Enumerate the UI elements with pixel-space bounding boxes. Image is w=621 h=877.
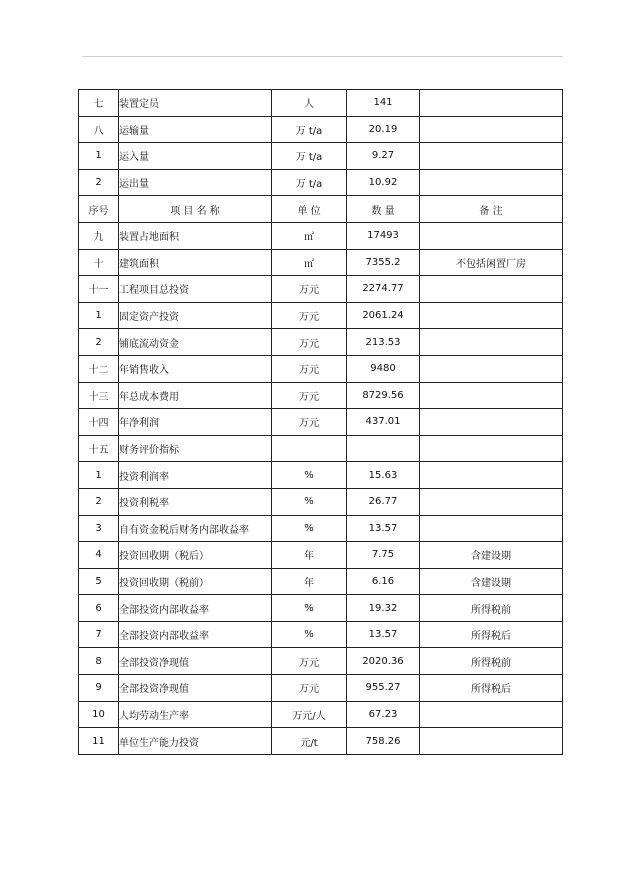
name-cell: 人均劳动生产率 xyxy=(119,701,272,728)
unit-cell: 万元 xyxy=(272,302,347,329)
name-cell: 装置定员 xyxy=(119,90,272,117)
table-row xyxy=(79,701,563,728)
table-row xyxy=(79,675,563,702)
table-row xyxy=(79,462,563,489)
table-row xyxy=(79,648,563,675)
unit-cell: % xyxy=(272,488,347,515)
name-cell: 年总成本费用 xyxy=(119,382,272,409)
name-cell: 装置占地面积 xyxy=(119,222,272,249)
unit-cell: ㎡ xyxy=(272,249,347,276)
note-cell: 含建设期 xyxy=(420,568,563,595)
table-row xyxy=(79,169,563,196)
qty-cell: 67.23 xyxy=(347,701,420,728)
unit-cell: ㎡ xyxy=(272,222,347,249)
note-cell xyxy=(420,435,563,462)
qty-cell: 2020.36 xyxy=(347,648,420,675)
qty-cell: 9.27 xyxy=(347,143,420,170)
name-cell: 铺底流动资金 xyxy=(119,329,272,356)
seq-cell: 1 xyxy=(79,462,119,489)
unit-cell: 万元 xyxy=(272,355,347,382)
seq-cell: 1 xyxy=(79,143,119,170)
qty-cell: 955.27 xyxy=(347,675,420,702)
unit-cell: 万 t/a xyxy=(272,116,347,143)
qty-cell: 758.26 xyxy=(347,728,420,755)
note-cell xyxy=(420,90,563,117)
qty-cell: 2061.24 xyxy=(347,302,420,329)
unit-cell: 万 t/a xyxy=(272,169,347,196)
table-row xyxy=(79,355,563,382)
name-cell: 投资回收期（税后） xyxy=(119,542,272,569)
table-row xyxy=(79,568,563,595)
unit-cell: 万元 xyxy=(272,648,347,675)
name-cell: 投资利润率 xyxy=(119,462,272,489)
qty-cell: 26.77 xyxy=(347,488,420,515)
table-row xyxy=(79,542,563,569)
qty-cell: 7355.2 xyxy=(347,249,420,276)
name-cell: 全部投资净现值 xyxy=(119,648,272,675)
note-cell xyxy=(420,222,563,249)
qty-cell: 7.75 xyxy=(347,542,420,569)
table-row xyxy=(79,276,563,303)
unit-cell: % xyxy=(272,462,347,489)
seq-cell: 6 xyxy=(79,595,119,622)
qty-cell: 6.16 xyxy=(347,568,420,595)
table-row xyxy=(79,302,563,329)
qty-cell: 20.19 xyxy=(347,116,420,143)
note-cell xyxy=(420,302,563,329)
seq-cell: 3 xyxy=(79,515,119,542)
note-cell xyxy=(420,728,563,755)
table-row xyxy=(79,488,563,515)
qty-cell: 437.01 xyxy=(347,409,420,436)
note-cell: 所得税前 xyxy=(420,648,563,675)
qty-cell: 8729.56 xyxy=(347,382,420,409)
note-cell xyxy=(420,329,563,356)
qty-cell: 13.57 xyxy=(347,515,420,542)
seq-cell: 八 xyxy=(79,116,119,143)
note-cell: 不包括闲置厂房 xyxy=(420,249,563,276)
name-cell: 建筑面积 xyxy=(119,249,272,276)
table-row xyxy=(79,382,563,409)
name-cell: 全部投资内部收益率 xyxy=(119,621,272,648)
name-cell: 年净利润 xyxy=(119,409,272,436)
qty-cell: 2274.77 xyxy=(347,276,420,303)
unit-cell: 万元 xyxy=(272,675,347,702)
table-row xyxy=(79,90,563,117)
seq-cell: 9 xyxy=(79,675,119,702)
note-cell: 所得税后 xyxy=(420,621,563,648)
seq-cell: 8 xyxy=(79,648,119,675)
table-row xyxy=(79,143,563,170)
unit-cell: 人 xyxy=(272,90,347,117)
name-cell: 运入量 xyxy=(119,143,272,170)
note-cell xyxy=(420,382,563,409)
name-cell: 全部投资净现值 xyxy=(119,675,272,702)
name-cell: 投资利税率 xyxy=(119,488,272,515)
qty-cell: 15.63 xyxy=(347,462,420,489)
table-row xyxy=(79,728,563,755)
header-note: 备 注 xyxy=(420,196,563,223)
name-cell: 工程项目总投资 xyxy=(119,276,272,303)
note-cell xyxy=(420,276,563,303)
header-unit: 单 位 xyxy=(272,196,347,223)
unit-cell: 年 xyxy=(272,568,347,595)
indicator-table xyxy=(78,89,563,755)
note-cell: 含建设期 xyxy=(420,542,563,569)
unit-cell: 万元 xyxy=(272,382,347,409)
name-cell: 固定资产投资 xyxy=(119,302,272,329)
table-row xyxy=(79,515,563,542)
name-cell: 财务评价指标 xyxy=(119,435,272,462)
table-row xyxy=(79,435,563,462)
seq-cell: 4 xyxy=(79,542,119,569)
unit-cell: % xyxy=(272,515,347,542)
name-cell: 年销售收入 xyxy=(119,355,272,382)
header-qty: 数 量 xyxy=(347,196,420,223)
qty-cell: 13.57 xyxy=(347,621,420,648)
table-row xyxy=(79,249,563,276)
seq-cell: 7 xyxy=(79,621,119,648)
name-cell: 单位生产能力投资 xyxy=(119,728,272,755)
note-cell xyxy=(420,701,563,728)
qty-cell: 17493 xyxy=(347,222,420,249)
unit-cell: % xyxy=(272,595,347,622)
note-cell: 所得税后 xyxy=(420,675,563,702)
unit-cell: 万元 xyxy=(272,329,347,356)
seq-cell: 七 xyxy=(79,90,119,117)
note-cell: 所得税前 xyxy=(420,595,563,622)
seq-cell: 2 xyxy=(79,169,119,196)
seq-cell: 十五 xyxy=(79,435,119,462)
table-row xyxy=(79,222,563,249)
note-cell xyxy=(420,409,563,436)
name-cell: 运输量 xyxy=(119,116,272,143)
note-cell xyxy=(420,116,563,143)
qty-cell: 213.53 xyxy=(347,329,420,356)
unit-cell xyxy=(272,435,347,462)
seq-cell: 1 xyxy=(79,302,119,329)
qty-cell: 19.32 xyxy=(347,595,420,622)
note-cell xyxy=(420,488,563,515)
column-header-row xyxy=(79,196,563,223)
seq-cell: 九 xyxy=(79,222,119,249)
name-cell: 运出量 xyxy=(119,169,272,196)
name-cell: 自有资金税后财务内部收益率 xyxy=(119,515,272,542)
seq-cell: 十一 xyxy=(79,276,119,303)
seq-cell: 11 xyxy=(79,728,119,755)
note-cell xyxy=(420,355,563,382)
unit-cell: % xyxy=(272,621,347,648)
header-name: 项 目 名 称 xyxy=(119,196,272,223)
seq-cell: 十二 xyxy=(79,355,119,382)
table-row xyxy=(79,621,563,648)
name-cell: 投资回收期（税前） xyxy=(119,568,272,595)
seq-cell: 5 xyxy=(79,568,119,595)
table-row xyxy=(79,329,563,356)
note-cell xyxy=(420,515,563,542)
note-cell xyxy=(420,462,563,489)
unit-cell: 万元/人 xyxy=(272,701,347,728)
name-cell: 全部投资内部收益率 xyxy=(119,595,272,622)
seq-cell: 2 xyxy=(79,488,119,515)
qty-cell: 10.92 xyxy=(347,169,420,196)
qty-cell: 141 xyxy=(347,90,420,117)
unit-cell: 万 t/a xyxy=(272,143,347,170)
qty-cell xyxy=(347,435,420,462)
seq-cell: 2 xyxy=(79,329,119,356)
unit-cell: 元/t xyxy=(272,728,347,755)
header-seq: 序号 xyxy=(79,196,119,223)
table-row xyxy=(79,595,563,622)
unit-cell: 万元 xyxy=(272,409,347,436)
page-header-rule xyxy=(82,56,563,57)
table-row xyxy=(79,409,563,436)
seq-cell: 十三 xyxy=(79,382,119,409)
seq-cell: 十 xyxy=(79,249,119,276)
qty-cell: 9480 xyxy=(347,355,420,382)
unit-cell: 万元 xyxy=(272,276,347,303)
unit-cell: 年 xyxy=(272,542,347,569)
note-cell xyxy=(420,143,563,170)
table-row xyxy=(79,116,563,143)
note-cell xyxy=(420,169,563,196)
seq-cell: 10 xyxy=(79,701,119,728)
seq-cell: 十四 xyxy=(79,409,119,436)
